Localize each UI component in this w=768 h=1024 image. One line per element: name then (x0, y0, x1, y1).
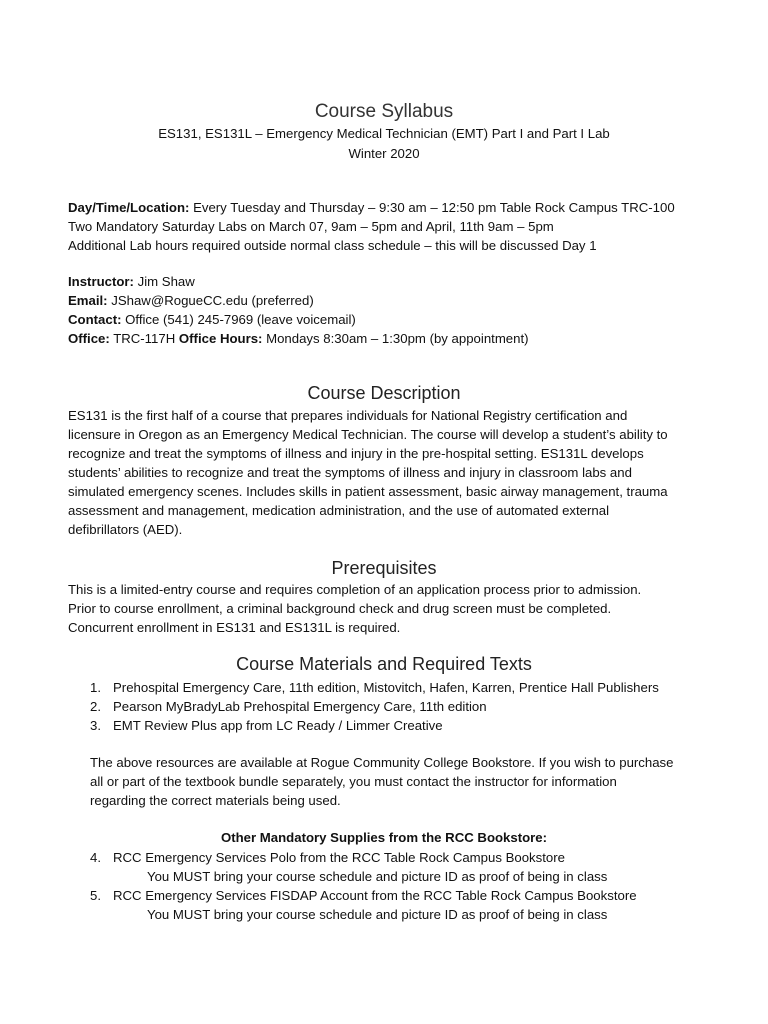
additional-lab-line: Additional Lab hours required outside normal class schedule – this will be discussed Day 1 (68, 238, 597, 253)
instructor-label: Instructor: (68, 274, 134, 289)
resources-line: regarding the correct materials being used. (90, 793, 341, 808)
office-value: TRC-117H (109, 331, 179, 346)
description-heading: Course Description (307, 383, 461, 403)
list-note: You MUST bring your course schedule and picture ID as proof of being in class (147, 869, 608, 884)
prerequisites-heading: Prerequisites (331, 558, 437, 578)
list-text: RCC Emergency Services FISDAP Account from the RCC Table Rock Campus Bookstore (113, 888, 637, 903)
list-text: Pearson MyBradyLab Prehospital Emergency Care, 11th edition (113, 699, 487, 714)
description-line: simulated emergency scenes. Includes skills in patient assessment, basic airway management, trauma (68, 484, 668, 499)
schedule-line (68, 200, 675, 215)
resources-line: The above resources are available at Rogue Community College Bookstore. If you wish to purchase (90, 755, 674, 770)
course-subtitle: ES131, ES131L – Emergency Medical Technician (EMT) Part I and Part I Lab (158, 126, 610, 141)
contact-value: Office (541) 245-7969 (leave voicemail) (121, 312, 356, 327)
instructor-name: Jim Shaw (133, 274, 195, 289)
materials-heading: Course Materials and Required Texts (236, 654, 532, 674)
list-number: 3. (90, 718, 101, 733)
contact-line (68, 312, 356, 327)
supplies-heading: Other Mandatory Supplies from the RCC Bookstore: (220, 830, 548, 845)
prerequisites-line: This is a limited-entry course and requires completion of an application process prior to admission. (68, 582, 642, 597)
list-text: RCC Emergency Services Polo from the RCC Table Rock Campus Bookstore (113, 850, 565, 865)
description-line: ES131 is the first half of a course that prepares individuals for National Registry certification and (68, 408, 628, 423)
saturday-labs-line: Two Mandatory Saturday Labs on March 07, 9am – 5pm and April, 11th 9am – 5pm (68, 219, 554, 234)
email-value: JShaw@RogueCC.edu (preferred) (107, 293, 314, 308)
prerequisites-line: Prior to course enrollment, a criminal background check and drug screen must be completed. (68, 601, 612, 616)
office-label: Office: (68, 331, 110, 346)
description-line: assessment and management, medication administration, and the use of automated external (68, 503, 610, 518)
office-hours-value: Mondays 8:30am – 1:30pm (by appointment) (262, 331, 529, 346)
schedule-label: Day/Time/Location: (68, 200, 190, 215)
email-line (68, 293, 314, 308)
list-number: 2. (90, 699, 101, 714)
resources-line: all or part of the textbook bundle separately, you must contact the instructor for information (90, 774, 617, 789)
office-line (68, 331, 529, 346)
description-line: recognize and treat the symptoms of illness and injury in the pre-hospital setting. ES131L develops (68, 446, 644, 461)
description-line: licensure in Oregon as an Emergency Medical Technician. The course will develop a student’s ability to (68, 427, 668, 442)
prerequisites-line: Concurrent enrollment in ES131 and ES131L is required. (68, 620, 401, 635)
contact-label: Contact: (68, 312, 122, 327)
email-label: Email: (68, 293, 108, 308)
course-term: Winter 2020 (348, 146, 420, 161)
description-line: students’ abilities to recognize and treat the symptoms of illness and injury in classroom labs and (68, 465, 632, 480)
instructor-line (68, 274, 195, 289)
list-note: You MUST bring your course schedule and picture ID as proof of being in class (147, 907, 608, 922)
list-number: 5. (90, 888, 101, 903)
list-number: 1. (90, 680, 101, 695)
list-number: 4. (90, 850, 101, 865)
page-title: Course Syllabus (314, 101, 454, 122)
schedule-value: Every Tuesday and Thursday – 9:30 am – 12:50 pm Table Rock Campus TRC-100 (189, 200, 675, 215)
description-line: defibrillators (AED). (68, 522, 183, 537)
office-hours-label: Office Hours: (178, 331, 263, 346)
list-text: Prehospital Emergency Care, 11th edition, Mistovitch, Hafen, Karren, Prentice Hall Publishers (113, 680, 659, 695)
list-text: EMT Review Plus app from LC Ready / Limmer Creative (113, 718, 443, 733)
